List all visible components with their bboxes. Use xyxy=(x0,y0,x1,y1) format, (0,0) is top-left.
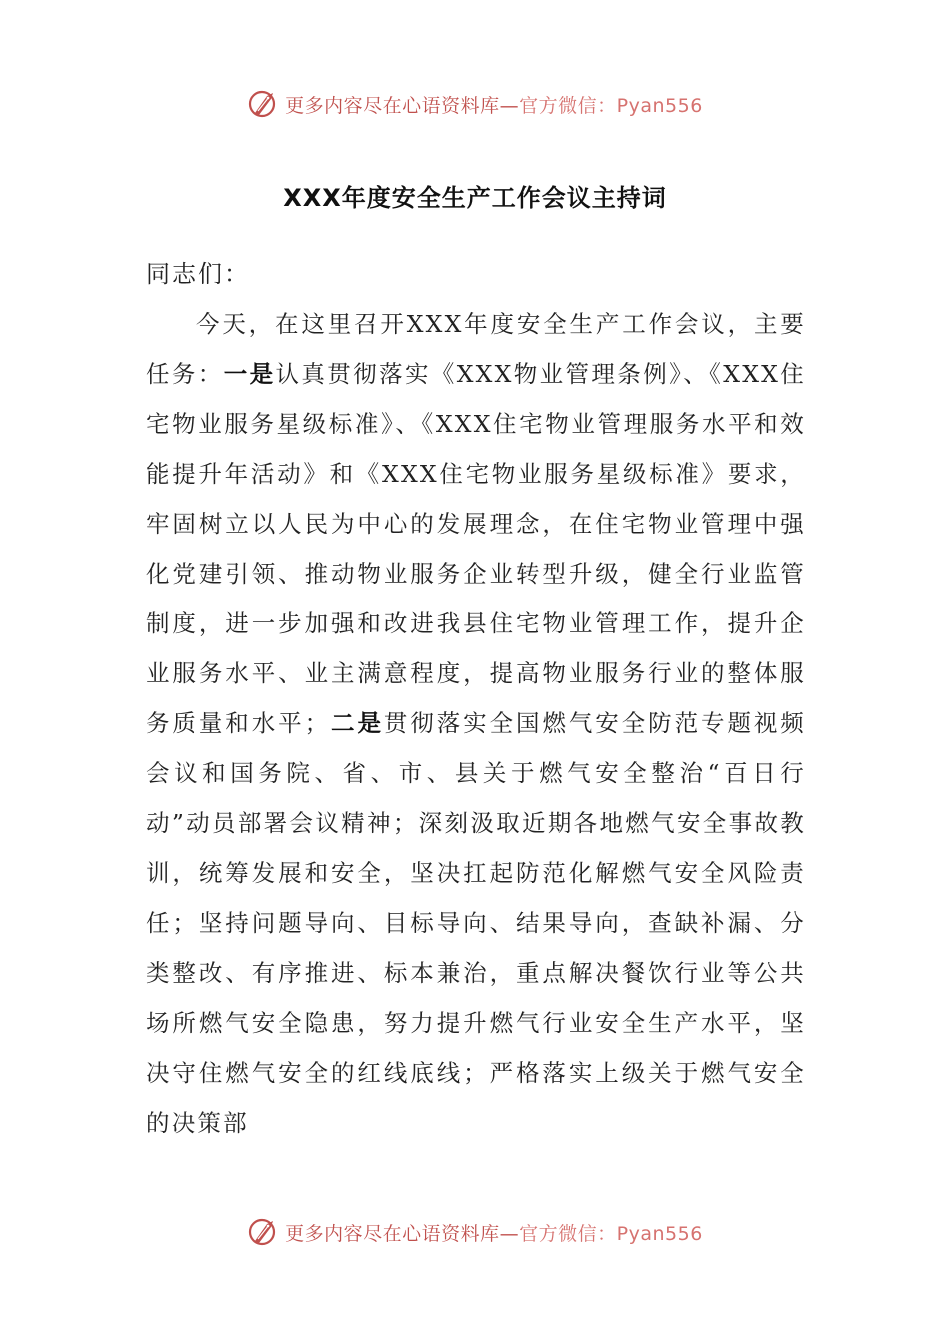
point-2-label: 二是 xyxy=(330,709,384,738)
header-dash: — xyxy=(499,94,520,117)
header-banner xyxy=(0,84,950,124)
point-1-text: 认真贯彻落实《XXX物业管理条例》、《XXX住宅物业服务星级标准》、《XXX住宅物业管理服务水平和效能提升年活动》和《XXX住宅物业服务星级标准》要求，牢固树立以人民为中心的发展理念，在住宅物业管理中强化党建引领、推动物业服务企业转型升级，健全行业监管制度，进一步加强和改进我县住宅物业管理工作，提升企业服务水平、业主满意程度，提高物业服务行业的整体服务质量和水平； xyxy=(146,359,806,738)
document-title: XXX年度安全生产工作会议主持词 xyxy=(283,184,667,212)
header-banner-text xyxy=(285,91,703,118)
point-2-text: 贯彻落实全国燃气安全防范专题视频会议和国务院、省、市、县关于燃气安全整治“百日行动”动员部署会议精神；深刻汲取近期各地燃气安全事故教训，统筹发展和安全，坚决扛起防范化解燃气安全风险责任；坚持问题导向、目标导向、结果导向，查缺补漏、分类整改、有序推进、标本兼治，重点解决餐饮行业等公共场所燃气安全隐患，努力提升燃气行业安全生产水平，坚决守住燃气安全的红线底线；严格落实上级关于燃气安全的决策部 xyxy=(146,709,807,1137)
footer-banner-text xyxy=(285,1219,703,1246)
paragraph-intro: 今天，在这里召开XXX年度安全生产工作会议，主要任务： xyxy=(146,310,806,388)
footer-site-text: 更多内容尽在心语资料库 xyxy=(285,1222,500,1245)
point-1-label: 一是 xyxy=(223,359,276,388)
footer-dash: — xyxy=(499,1222,520,1245)
salutation: 同志们： xyxy=(146,260,250,288)
body-paragraph xyxy=(146,300,806,1148)
header-wechat-text: 官方微信：Pyan556 xyxy=(519,94,703,117)
footer-banner xyxy=(0,1212,950,1252)
header-site-text: 更多内容尽在心语资料库 xyxy=(285,94,500,117)
pen-nib-logo-icon xyxy=(247,87,281,121)
pen-nib-logo-icon xyxy=(247,1215,281,1249)
footer-wechat-text: 官方微信：Pyan556 xyxy=(519,1222,703,1245)
